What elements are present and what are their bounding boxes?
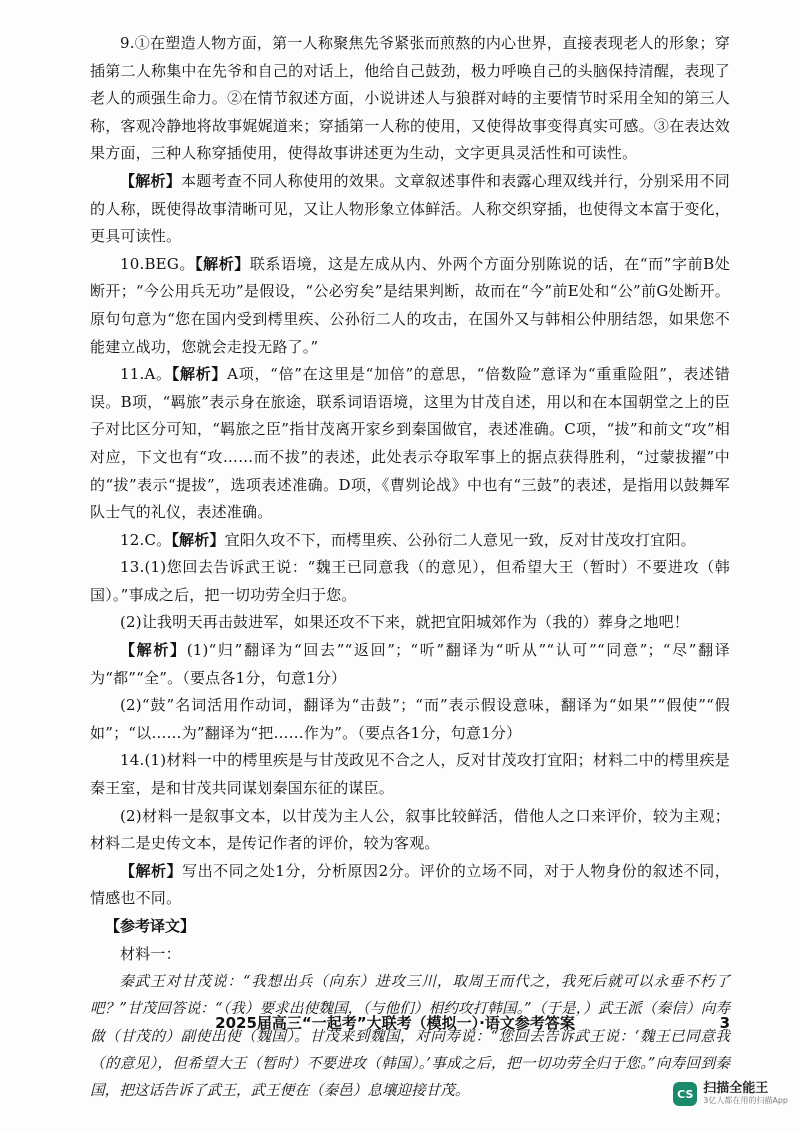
q9-analysis-text: 本题考查不同人称使用的效果。文章叙述事件和表露心理双线并行，分别采用不同的人称，既使得故事清晰可见，又让人物形象立体鲜活。人称交织穿插，也使得文本富于变化，更具可读性。: [90, 171, 730, 246]
q11-answer: [90, 361, 730, 527]
answer-page: [90, 30, 730, 1104]
q13-analysis-2: (2)“鼓”名词活用作动词，翻译为“击鼓”；“而”表示假设意味，翻译为“如果”“假使”“假如”；“以……为”翻译为“把……作为”。（要点各1分，句意1分）: [90, 696, 730, 742]
q14-answer-2: (2)材料一是叙事文本，以甘茂为主人公，叙事比较鲜活，借他人之口来评价，较为主观；材料二是史传文本，是传记作者的评价，较为客观。: [90, 806, 730, 853]
q12-prefix: 12.C。: [120, 530, 172, 549]
q11-prefix: 11.A。: [120, 365, 172, 384]
q11-text: A项，“倍”在这里是“加倍”的意思，“倍数险”意译为“重重险阻”，表述错误。B项，“羁旅”表示身在旅途，联系词语语境，这里为甘茂自述，用以和在本国朝堂之上的臣子对比区分可知，“羁旅之臣”指甘茂离开家乡到秦国做官，表述准确。C项，“拔”和前文“攻”相对应，下文也有“攻……而不拔”的表述，此处表示夺取军事上的据点获得胜利，“过蒙拔擢”中的“拔”表示“提拔”，选项表述准确。D项，《曹刿论战》中也有“三鼓”的表述，是指用以鼓舞军队士气的礼仪，表述准确。: [90, 365, 730, 522]
q13-analysis-1: [90, 637, 730, 692]
footer-title: 2025届高三“一起考”大联考（模拟一）·语文参考答案: [215, 1014, 575, 1032]
q9-answer: 9.①在塑造人物方面，第一人称聚焦先爷紧张而煎熬的内心世界，直接表现老人的形象；穿插第二人称集中在先爷和自己的对话上，他给自己鼓劲，极力呼唤自己的头脑保持清醒，表现了老人的顽强生命力。②在情节叙述方面，小说讲述人与狼群对峙的主要情节时采用全知的第三人称，客观冷静地将故事娓娓道来；穿插第一人称的使用，又使得故事变得真实可感。③在表达效果方面，三种人称穿插使用，使得故事讲述更为生动，文字更具灵活性和可读性。: [90, 34, 730, 163]
translation-text: 秦武王对甘茂说：“我想出兵（向东）进攻三川，取周王而代之，我死后就可以永垂不朽了吧？”甘茂回答说：“（我）要求出使魏国，（与他们）相约攻打韩国。”（于是，）武王派（秦信）向寿做（甘茂的）副使出使（魏国）。甘茂来到魏国，对向寿说：“您回去告诉武王说：‘魏王已同意我（的意见），但希望大王（暂时）不要进攻（韩国）。’事成之后，把一切功劳全归于您。”向寿回到秦国，把这话告诉了武王，武王便在（秦邑）息壤迎接甘茂。: [90, 973, 730, 1099]
analysis-tag: 【解析】: [171, 530, 225, 549]
q13-answer-2: (2)让我明天再击鼓进军，如果还攻不下来，就把宜阳城郊作为（我的）葬身之地吧！: [120, 613, 690, 632]
q12-text: 宜阳久攻不下，而樗里疾、公孙衍二人意见一致，反对甘茂攻打宜阳。: [224, 530, 696, 549]
material-label: 材料一：: [120, 944, 181, 963]
q10-prefix: 10.BEG。: [120, 254, 196, 273]
page-footer: [90, 1012, 730, 1033]
q14-analysis-text: 写出不同之处1分，分析原因2分。评价的立场不同，对于人物身份的叙述不同，情感也不同。: [90, 861, 730, 908]
page-number: 3: [719, 1013, 730, 1032]
analysis-tag: 【解析】: [120, 641, 187, 660]
q14-answer-1: 14.(1)材料一中的樗里疾是与甘茂政见不合之人，反对甘茂攻打宜阳；材料二中的樗里疾是秦王室，是和甘茂共同谋划秦国东征的谋臣。: [90, 751, 730, 798]
q10-text: 联系语境，这是左成从内、外两个方面分别陈说的话，在“而”字前B处断开；“今公用兵无功”是假设，“公必穷矣”是结果判断，故而在“今”前E处和“公”前G处断开。原句句意为“您在国内受到樗里疾、公孙衍二人的攻击，在国外又与韩相公仲朋结怨，如果您不能建立战功，您就会走投无路了。”: [90, 254, 730, 356]
q13-answer-1: 13.(1)您回去告诉武王说：“魏王已同意我（的意见），但希望大王（暂时）不要进攻（韩国）。”事成之后，把一切功劳全归于您。: [90, 558, 730, 604]
q14-analysis: [90, 858, 730, 913]
analysis-tag: 【解析】: [120, 861, 183, 880]
q13-explain-1: (1)“归”翻译为“回去”“返回”；“听”翻译为“听从”“认可”“同意”；“尽”翻译为“都”“全”。（要点各1分，句意1分）: [90, 641, 730, 687]
analysis-tag: 【解析】: [171, 365, 228, 384]
watermark-text: [703, 1082, 788, 1105]
scanner-watermark: [673, 1082, 788, 1106]
analysis-tag: 【解析】: [195, 254, 250, 273]
q9-analysis: [90, 168, 730, 251]
translation-heading: 【参考译文】: [105, 917, 196, 935]
q10-answer: [90, 251, 730, 361]
camscanner-logo-icon: CS: [673, 1082, 697, 1106]
analysis-tag: 【解析】: [120, 171, 182, 190]
watermark-sub: 3亿人都在用的扫描App: [703, 1095, 788, 1105]
watermark-name: 扫描全能王: [703, 1081, 769, 1097]
q12-answer: [90, 527, 730, 555]
